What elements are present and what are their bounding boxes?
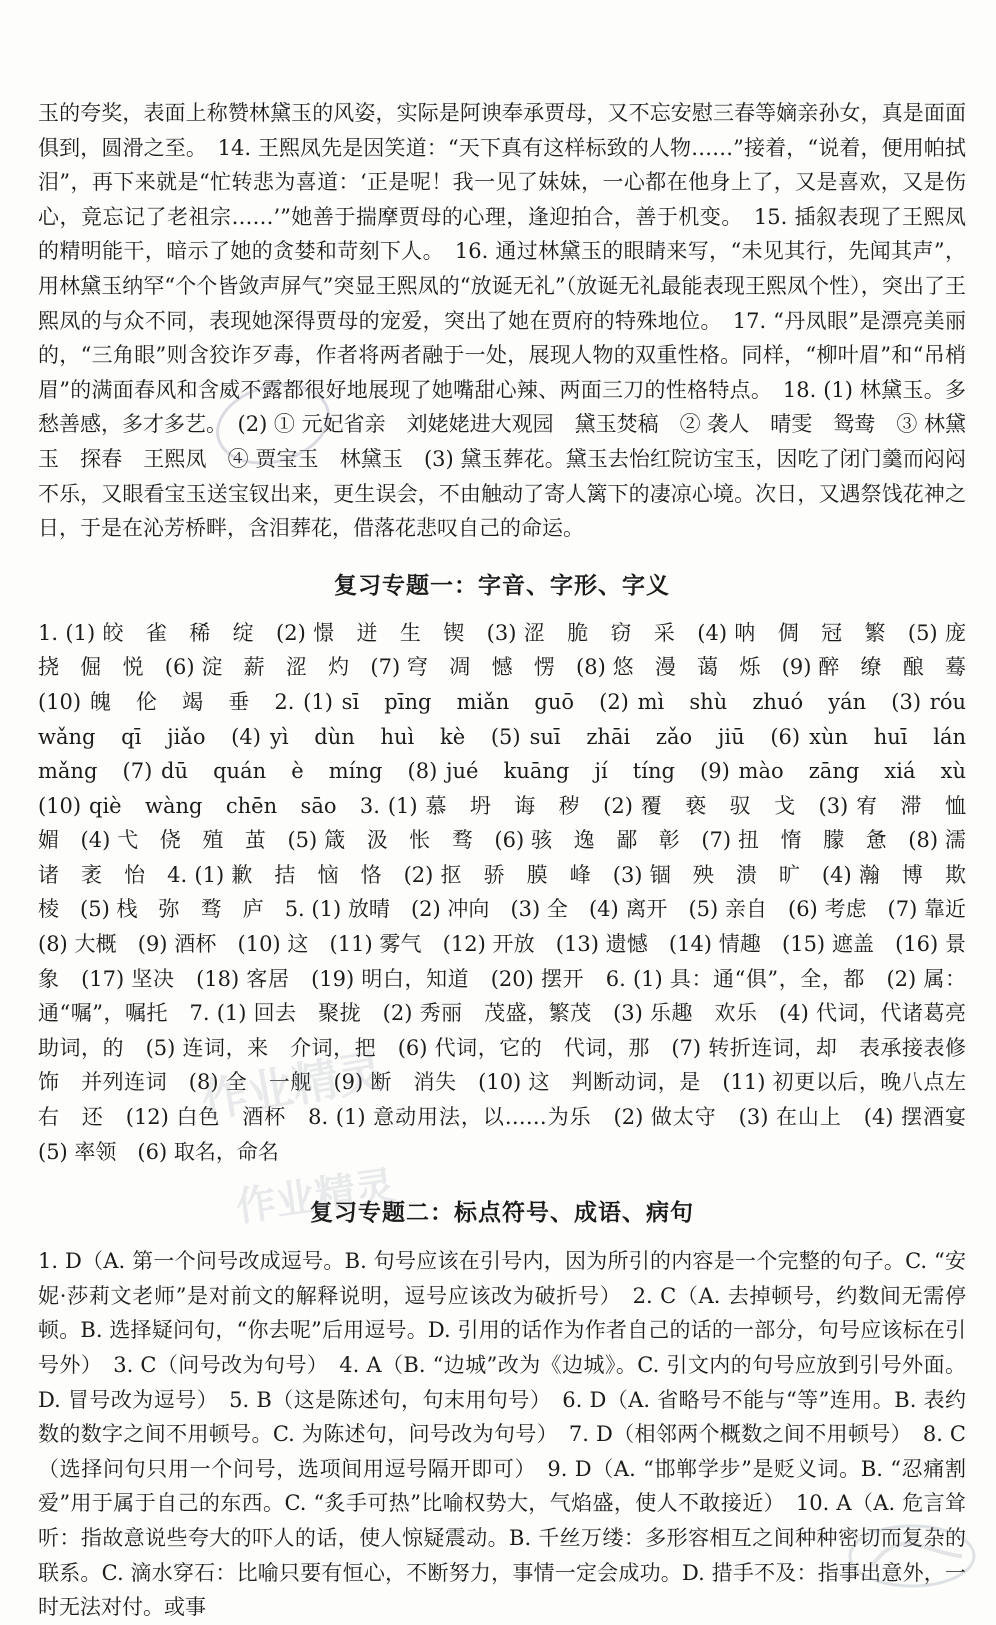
section-2-answers: 1. D（A. 第一个问号改成逗号。B. 句号应该在引号内，因为所引的内容是一个完整的句子。C. “安妮·莎莉文老师”是对前文的解释说明，逗号应该改为破折号） 2. C（A. 去掉顿号，约数间无需停顿。B. 选择疑问句，“你去呢”后用逗号。D. 引用的话作为作者自己的话的一部分，句号应该标在引号外） 3. C（问号改为句号） 4. A（B. “边城”改为《边城》。C. 引文内的句号应放到引号外面。D. 冒号改为逗号） 5. B（这是陈述句，句末用句号） 6. D（A. 省略号不能与“等”连用。B. 表约数的数字之间不用顿号。C. 为陈述句，问号改为句号） 7. D（相邻两个概数之间不用顿号） 8. C（选择问句只用一个问号，选项间用逗号隔开即可） 9. D（A. “邯郸学步”是贬义词。B. “忍痛割爱”用于属于自己的东西。C. “炙手可热”比喻权势大，气焰盛，使人不敢接近） 10. A（A. 危言耸听：指故意说些夸大的吓人的话，使人惊疑震动。B. 千丝万缕：多形容相互之间种种密切而复杂的联系。C. 滴水穿石：比喻只要有恒心，不断努力，事情一定会成功。D. 措手不及：指事出意外，一时无法对付。或事	[38, 1249, 966, 1620]
section-1-answers: 1. (1) 皎 雀 稀 绽 (2) 憬 迸 生 锲 (3) 涩 脆 窃 采 (4) 呐 倜 冠 繁 (5) 庞 挠 倔 悦 (6) 淀 薪 涩 灼 (7) 穹 凋 憾 愣 (8) 悠 漫 蔼 烁 (9) 醉 缭 酿 蓦 (10) 魄 伦 竭 垂 2. (1) sī pīng miǎn guō (2) mì shù zhuó yán (3) róu wǎng qī jiǎo (4) yì dùn huì kè (5) suī zhāi zǎo jiū (6) xùn huī lán mǎng (7) dū quán è míng (8) jué kuāng jí tíng (9) mào zāng xiá xù (10) qiè wàng chēn sāo 3. (1) 慕 坍 诲 秽 (2) 覆 亵 驭 戈 (3) 宥 滞 恤 媚 (4) 弋 侥 殖 茧 (5) 箴 汲 怅 骛 (6) 骇 逸 鄙 彰 (7) 扭 惰 朦 惫 (8) 濡 诸 袤 怡 4. (1) 歉 拮 恼 恪 (2) 抠 骄 膜 峰 (3) 锢 殃 溃 旷 (4) 瀚 博 欺 棱 (5) 栈 弥 骛 庐 5. (1) 放晴 (2) 冲向 (3) 全 (4) 离开 (5) 亲自 (6) 考虑 (7) 靠近 (8) 大概 (9) 酒杯 (10) 这 (11) 雾气 (12) 开放 (13) 遗憾 (14) 情趣 (15) 遮盖 (16) 景象 (17) 坚决 (18) 客居 (19) 明白，知道 (20) 摆开 6. (1) 具：通“俱”，全，都 (2) 属：通“嘱”，嘱托 7. (1) 回去 聚拢 (2) 秀丽 茂盛，繁茂 (3) 乐趣 欢乐 (4) 代词，代诸葛亮 助词，的 (5) 连词，来 介词，把 (6) 代词，它的 代词，那 (7) 转折连词，却 表承接表修饰 并列连词 (8) 全 一舰 (9) 断 消失 (10) 这 判断动词，是 (11) 初更以后，晚八点左右 还 (12) 白色 酒杯 8. (1) 意动用法，以……为乐 (2) 做太守 (3) 在山上 (4) 摆酒宴 (5) 率领 (6) 取名，命名	[38, 620, 987, 1164]
answer-paragraph-intro: 玉的夸奖，表面上称赞林黛玉的风姿，实际是阿谀奉承贾母，又不忘安慰三春等嫡亲孙女，真是面面俱到，圆滑之至。 14. 王熙凤先是因笑道：“天下真有这样标致的人物……”接着，“说着，便用帕拭泪”，再下来就是“忙转悲为喜道：‘正是呢！我一见了妹妹，一心都在他身上了，又是喜欢，又是伤心，竟忘记了老祖宗……’”她善于揣摩贾母的心理，逢迎拍合，善于机变。 15. 插叙表现了王熙凤的精明能干，暗示了她的贪婪和苛刻下人。 16. 通过林黛玉的眼睛来写，“未见其行，先闻其声”，用林黛玉纳罕“个个皆敛声屏气”突显王熙凤的“放诞无礼”（放诞无礼最能表现王熙凤个性），突出了王熙凤的与众不同，表现她深得贾母的宠爱，突出了她在贾府的特殊地位。 17. “丹凤眼”是漂亮美丽的，“三角眼”则含狡诈歹毒，作者将两者融于一处，展现人物的双重性格。同样，“柳叶眉”和“吊梢眉”的满面春风和含威不露都很好地展现了她嘴甜心辣、两面三刀的性格特点。 18. (1) 林黛玉。多愁善感，多才多艺。 (2) ① 元妃省亲 刘姥姥进大观园 黛玉焚稿 ② 袭人 晴雯 鸳鸯 ③ 林黛玉 探春 王熙凤 ④ 贾宝玉 林黛玉 (3) 黛玉葬花。黛玉去怡红院访宝玉，因吃了闭门羹而闷闷不乐，又眼看宝玉送宝钗出来，更生误会，不由触动了寄人篱下的凄凉心境。次日，又遇祭饯花神之日，于是在沁芳桥畔，含泪葬花，借落花悲叹自己的命运。	[38, 101, 966, 541]
section-title-1: 复习专题一：字音、字形、字义	[334, 572, 670, 599]
watermark-text: 作业精灵	[197, 1043, 388, 1129]
section-title-2: 复习专题二：标点符号、成语、病句	[310, 1200, 694, 1227]
watermark-text-2: 作业精灵	[233, 1163, 398, 1231]
